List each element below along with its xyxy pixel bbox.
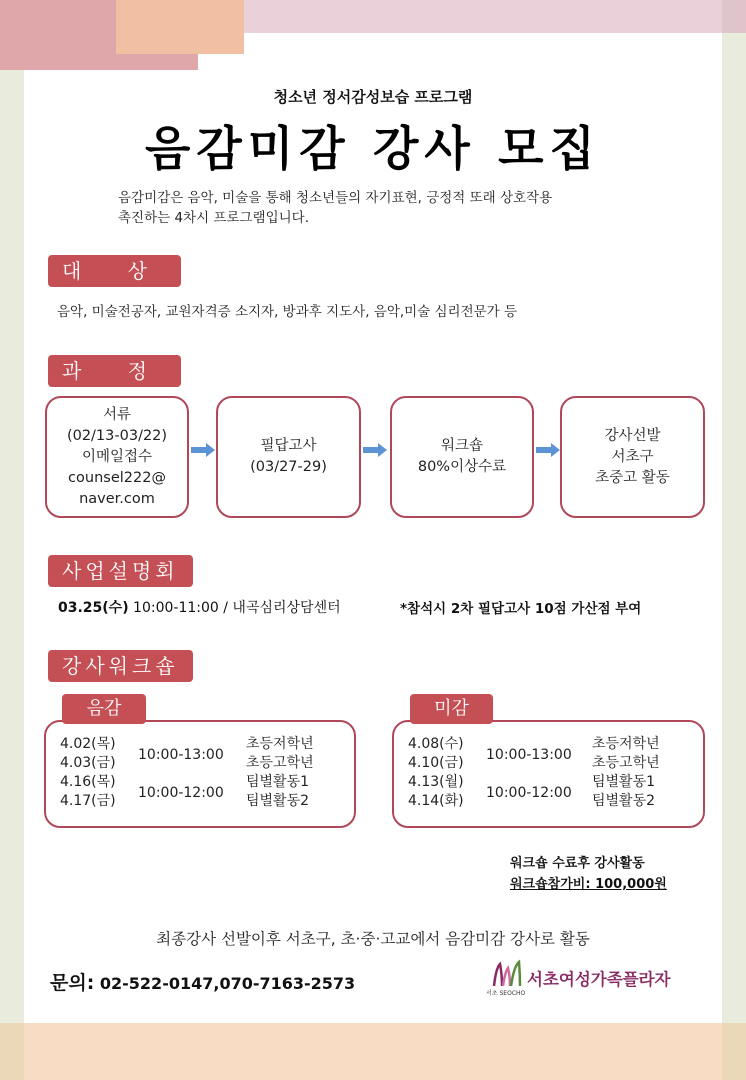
contact-label: 문의:	[50, 972, 95, 994]
eumgam-time-1: 10:00-13:00	[138, 747, 224, 763]
deco-block-peach	[116, 0, 244, 54]
logo-text: 서초여성가족플라자	[527, 970, 671, 989]
step-line: 80%이상수료	[417, 459, 507, 475]
briefing-note: *참석시 2차 필답고사 10점 가산점 부여	[400, 601, 642, 617]
step-line: 서류	[102, 406, 131, 423]
briefing-time-place: 10:00-11:00 / 내곡심리상담센터	[128, 600, 341, 616]
final-note: 최종강사 선발이후 서초구, 초·중·고교에서 음감미감 강사로 활동	[156, 930, 590, 948]
ws-topic: 팀별활동1	[592, 774, 656, 790]
migam-dates	[408, 735, 464, 811]
step-line: 초중고 활동	[595, 469, 670, 486]
arrow-right-icon	[536, 443, 560, 457]
eumgam-time-2: 10:00-12:00	[138, 785, 224, 801]
step-line: 강사선발	[604, 427, 661, 444]
frame-bottom-right-corner	[722, 1023, 746, 1080]
migam-time-2: 10:00-12:00	[486, 785, 572, 801]
workshop-tag: 강사워크숍	[48, 650, 193, 682]
ws-date: 4.02(목)	[60, 736, 116, 752]
step-line: (02/13-03/22)	[66, 427, 168, 444]
step-line: counsel222@	[68, 469, 166, 486]
ws-date: 4.14(화)	[408, 793, 464, 809]
ws-topic: 초등저학년	[246, 736, 314, 752]
ws-date: 4.16(목)	[60, 774, 116, 790]
after-workshop-note: 워크숍 수료후 강사활동	[510, 856, 645, 871]
ws-topic: 초등고학년	[592, 755, 660, 771]
briefing-tag: 사업설명회	[48, 555, 193, 587]
step-line: 워크숍	[440, 438, 484, 454]
migam-tag: 미감	[410, 694, 493, 724]
ws-topic: 초등저학년	[592, 736, 660, 752]
workshop-fee: 워크숍참가비: 100,000원	[510, 877, 667, 892]
briefing-date: 03.25(수)	[58, 600, 129, 616]
step-line: 서초구	[611, 448, 654, 465]
process-step-workshop	[390, 396, 534, 518]
process-tag: 과 정	[48, 355, 181, 387]
intro-text	[118, 188, 658, 228]
plaza-logo-icon	[490, 958, 524, 988]
workshop-migam-box	[392, 720, 705, 828]
eumgam-dates	[60, 735, 116, 811]
contact-numbers: 02-522-0147,070-7163-2573	[94, 974, 356, 993]
ws-date: 4.08(수)	[408, 736, 464, 752]
deco-corner-top-right	[722, 0, 746, 33]
arrow-right-icon	[363, 443, 387, 457]
deco-band-pink	[244, 0, 746, 33]
ws-date: 4.17(금)	[60, 793, 116, 809]
workshop-eumgam-box	[44, 720, 356, 828]
contact-info	[50, 968, 355, 995]
step-line: 이메일접수	[81, 448, 153, 465]
eumgam-tag: 음감	[62, 694, 146, 724]
step-line: naver.com	[79, 490, 155, 507]
ws-topic: 초등고학년	[246, 755, 314, 771]
program-subtitle: 청소년 정서감성보습 프로그램	[273, 88, 473, 106]
ws-date: 4.10(금)	[408, 755, 464, 771]
logo-subtext: 서초 SEOCHO	[486, 990, 526, 997]
target-tag: 대 상	[48, 255, 181, 287]
migam-topics	[592, 735, 660, 811]
ws-topic: 팀별활동2	[246, 793, 310, 809]
step-line: (03/27-29)	[250, 459, 327, 475]
frame-bottom-left-corner	[0, 1023, 24, 1080]
migam-time-1: 10:00-13:00	[486, 747, 572, 763]
page-title: 음감미감 강사 모집	[145, 122, 601, 177]
briefing-info	[58, 597, 341, 617]
process-step-documents	[45, 396, 189, 518]
target-text: 음악, 미술전공자, 교원자격증 소지자, 방과후 지도사, 음악,미술 심리전문가 등	[57, 304, 518, 320]
process-step-selection	[560, 396, 705, 518]
ws-topic: 팀별활동1	[246, 774, 310, 790]
intro-line-2: 촉진하는 4차시 프로그램입니다.	[118, 210, 309, 226]
eumgam-topics	[246, 735, 314, 811]
ws-date: 4.13(월)	[408, 774, 464, 790]
intro-line-1: 음감미감은 음악, 미술을 통해 청소년들의 자기표현, 긍정적 또래 상호작용	[118, 190, 553, 206]
arrow-right-icon	[191, 443, 215, 457]
step-line: 필답고사	[260, 438, 317, 454]
ws-topic: 팀별활동2	[592, 793, 656, 809]
process-step-written-test	[216, 396, 361, 518]
frame-bottom	[0, 1023, 746, 1080]
ws-date: 4.03(금)	[60, 755, 116, 771]
